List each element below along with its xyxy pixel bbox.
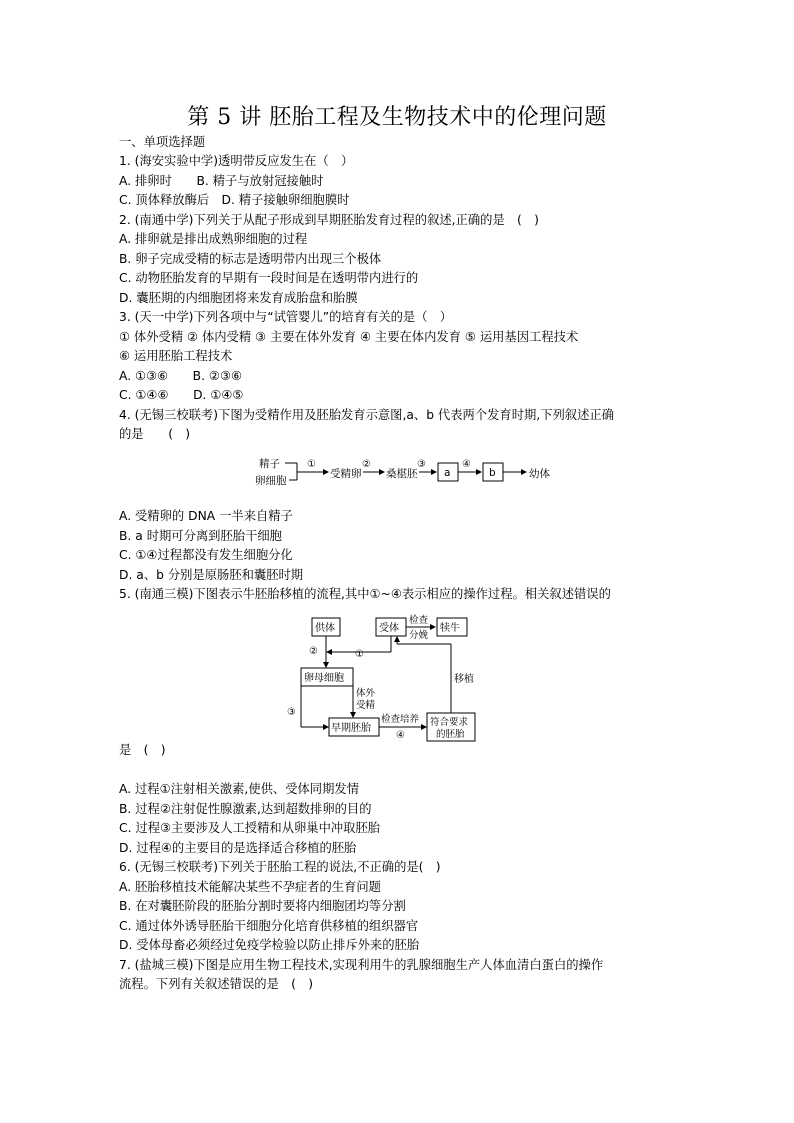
label-larva: 幼体 [529, 468, 550, 480]
q5-option-c: C. 过程③主要涉及人工授精和从卵巢中冲取胚胎 [119, 821, 381, 835]
q3-items: ① 体外受精 ② 体内受精 ③ 主要在体外发育 ④ 主要在体内发育 ⑤ 运用基因工程技术 [119, 330, 579, 344]
q3-items-cont: ⑥ 运用胚胎工程技术 [119, 349, 233, 363]
label-ivf-2: 受精 [356, 700, 376, 711]
step-2: ② [309, 646, 318, 657]
q3-options-ab: A. ①③⑥ B. ②③⑥ [119, 369, 243, 383]
question-3: 3. (天一中学)下列各项中与“试管婴儿”的培育有关的是（ ） [119, 310, 453, 324]
label-b: b [489, 467, 496, 479]
q4-option-d: D. a、b 分别是原肠胚和囊胚时期 [119, 568, 304, 582]
q6-option-b: B. 在对囊胚阶段的胚胎分割时要将内细胞团均等分割 [119, 899, 406, 913]
label-delivery: 分娩 [409, 630, 429, 641]
step-4: ④ [462, 459, 471, 470]
q2-option-a: A. 排卵就是排出成熟卵细胞的过程 [119, 232, 308, 246]
label-sperm: 精子 [259, 458, 280, 470]
label-oocyte: 卵母细胞 [304, 673, 344, 684]
q1-options-cd: C. 顶体释放酶后 D. 精子接触卵细胞膜时 [119, 193, 350, 207]
q4-option-b: B. a 时期可分离到胚胎干细胞 [119, 529, 282, 543]
q2-option-d: D. 囊胚期的内细胞团将来发育成胎盘和胎膜 [119, 291, 358, 305]
label-qualified-1: 符合要求 [430, 717, 469, 728]
label-calf: 犊牛 [440, 623, 460, 634]
section-heading: 一、单项选择题 [119, 135, 206, 149]
q5-option-d: D. 过程④的主要目的是选择适合移植的胚胎 [119, 841, 357, 855]
question-5: 5. (南通三模)下图表示牛胚胎移植的流程,其中①~④表示相应的操作过程。相关叙述错误的 [119, 587, 611, 601]
question-6: 6. (无锡三校联考)下列关于胚胎工程的说法,不正确的是( ) [119, 860, 441, 874]
label-donor: 供体 [315, 623, 335, 634]
question-7-cont: 流程。下列有关叙述错误的是 ( ) [119, 977, 314, 991]
question-5-cont: 是 ( ) [119, 743, 166, 757]
step-3: ③ [287, 707, 296, 718]
q5-option-a: A. 过程①注射相关激素,使供、受体同期发情 [119, 782, 359, 796]
page-title: 第 5 讲 胚胎工程及生物技术中的伦理问题 [187, 105, 607, 130]
question-2: 2. (南通中学)下列关于从配子形成到早期胚胎发育过程的叙述,正确的是 ( ) [119, 213, 539, 227]
label-zygote: 受精卵 [330, 468, 362, 480]
label-check: 检查 [409, 615, 429, 626]
question-1: 1. (海安实验中学)透明带反应发生在（ ） [119, 154, 354, 168]
step-1: ① [307, 459, 316, 470]
label-culture: 检查培养 [381, 714, 420, 725]
q6-option-a: A. 胚胎移植技术能解决某些不孕症者的生育问题 [119, 880, 381, 894]
embryo-transfer-diagram [285, 612, 485, 744]
label-transplant: 移植 [454, 674, 474, 685]
step-1: ① [355, 649, 364, 660]
label-early-embryo: 早期胚胎 [331, 723, 371, 734]
fertilization-diagram [255, 455, 555, 491]
question-4: 4. (无锡三校联考)下图为受精作用及胚胎发育示意图,a、b 代表两个发育时期,下列叙述正确 [119, 408, 614, 422]
q2-option-b: B. 卵子完成受精的标志是透明带内出现三个极体 [119, 252, 382, 266]
q1-options-ab: A. 排卵时 B. 精子与放射冠接触时 [119, 174, 324, 188]
label-qualified-2: 的胚胎 [436, 729, 465, 740]
label-ivf-1: 体外 [356, 688, 376, 699]
q6-option-c: C. 通过体外诱导胚胎干细胞分化培育供移植的组织器官 [119, 919, 419, 933]
label-egg: 卵细胞 [255, 475, 287, 487]
label-a: a [444, 467, 451, 479]
question-4-cont: 的是 ( ) [119, 427, 191, 441]
q4-option-c: C. ①④过程都没有发生细胞分化 [119, 548, 293, 562]
question-7: 7. (盐城三模)下图是应用生物工程技术,实现利用牛的乳腺细胞生产人体血清白蛋白的操作 [119, 958, 604, 972]
q6-option-d: D. 受体母畜必须经过免疫学检验以防止排斥外来的胚胎 [119, 938, 420, 952]
q2-option-c: C. 动物胚胎发育的早期有一段时间是在透明带内进行的 [119, 271, 419, 285]
q3-options-cd: C. ①④⑥ D. ①④⑤ [119, 388, 244, 402]
step-2: ② [362, 459, 371, 470]
label-morula: 桑椹胚 [386, 468, 418, 480]
step-4: ④ [396, 730, 405, 741]
step-3: ③ [417, 459, 426, 470]
q4-option-a: A. 受精卵的 DNA 一半来自精子 [119, 509, 293, 523]
q5-option-b: B. 过程②注射促性腺激素,达到超数排卵的目的 [119, 802, 372, 816]
label-recipient: 受体 [379, 623, 399, 634]
